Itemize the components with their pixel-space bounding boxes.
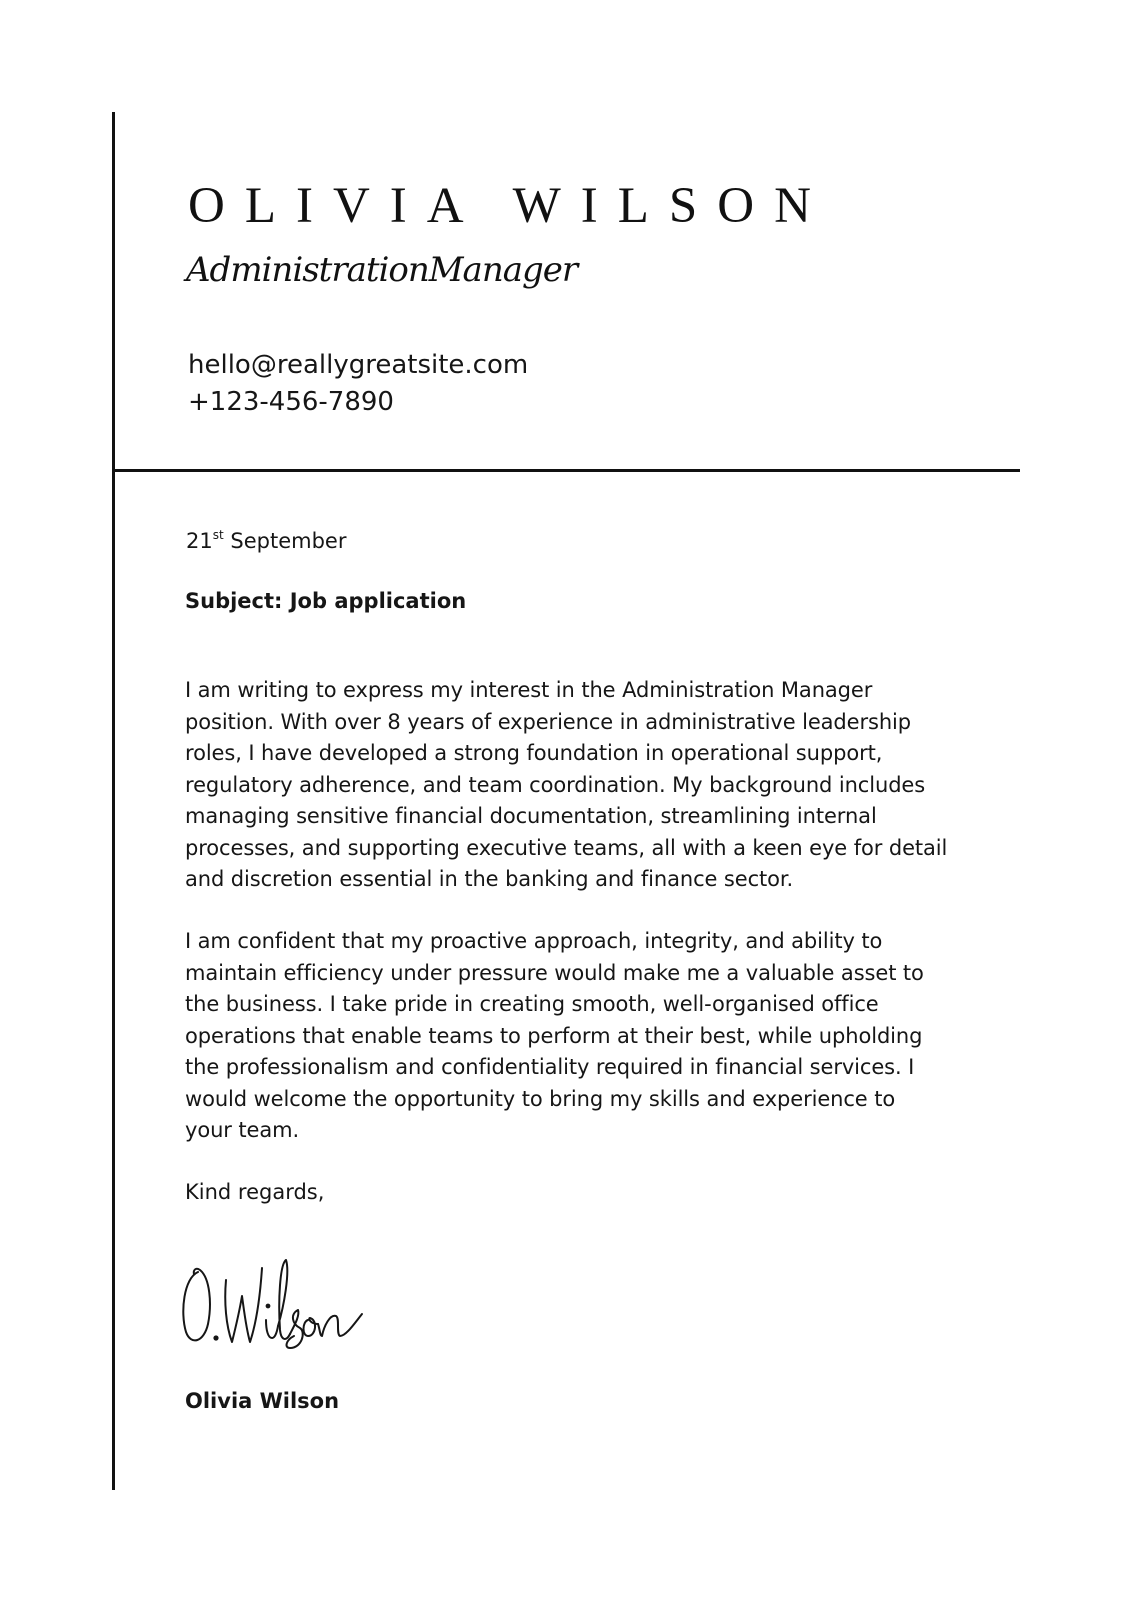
applicant-name: OLIVIA WILSON bbox=[188, 178, 831, 234]
horizontal-rule bbox=[112, 469, 1020, 472]
closing-salutation: Kind regards, bbox=[185, 1180, 325, 1204]
paragraph-line: would welcome the opportunity to bring my skills and experience to bbox=[185, 1086, 896, 1111]
contact-block bbox=[188, 347, 528, 421]
body-paragraph-2 bbox=[185, 926, 924, 1147]
paragraph-line: processes, and supporting executive teams, all with a keen eye for detail bbox=[185, 835, 948, 860]
body-paragraph-1 bbox=[185, 675, 947, 896]
paragraph-line: managing sensitive financial documentation, streamlining internal bbox=[185, 804, 877, 828]
handwritten-signature bbox=[176, 1250, 391, 1360]
contact-email: hello@reallygreatsite.com bbox=[188, 350, 529, 380]
date-day: 21 bbox=[186, 529, 213, 553]
paragraph-line: regulatory adherence, and team coordination. My background includes bbox=[185, 772, 926, 797]
paragraph-line: operations that enable teams to perform at their best, while upholding bbox=[185, 1023, 923, 1048]
contact-phone: +123-456-7890 bbox=[188, 387, 394, 417]
paragraph-line: position. With over 8 years of experience in administrative leadership bbox=[185, 709, 912, 734]
paragraph-line: the business. I take pride in creating smooth, well-organised office bbox=[185, 992, 879, 1016]
paragraph-line: I am writing to express my interest in the Administration Manager bbox=[185, 678, 873, 702]
job-title: AdministrationManager bbox=[186, 250, 578, 290]
paragraph-line: your team. bbox=[185, 1118, 300, 1142]
signer-name: Olivia Wilson bbox=[185, 1389, 340, 1413]
paragraph-line: roles, I have developed a strong foundation in operational support, bbox=[185, 741, 883, 765]
paragraph-line: and discretion essential in the banking and finance sector. bbox=[185, 867, 794, 891]
paragraph-line: maintain efficiency under pressure would make me a valuable asset to bbox=[185, 960, 924, 985]
date-month: September bbox=[230, 529, 347, 553]
letter-subject: Subject: Job application bbox=[185, 589, 467, 613]
paragraph-line: I am confident that my proactive approach, integrity, and ability to bbox=[185, 929, 883, 953]
date-suffix: st bbox=[212, 528, 224, 542]
paragraph-line: the professionalism and confidentiality required in financial services. I bbox=[185, 1055, 915, 1079]
letter-date bbox=[186, 526, 346, 556]
vertical-rule bbox=[112, 112, 115, 1490]
